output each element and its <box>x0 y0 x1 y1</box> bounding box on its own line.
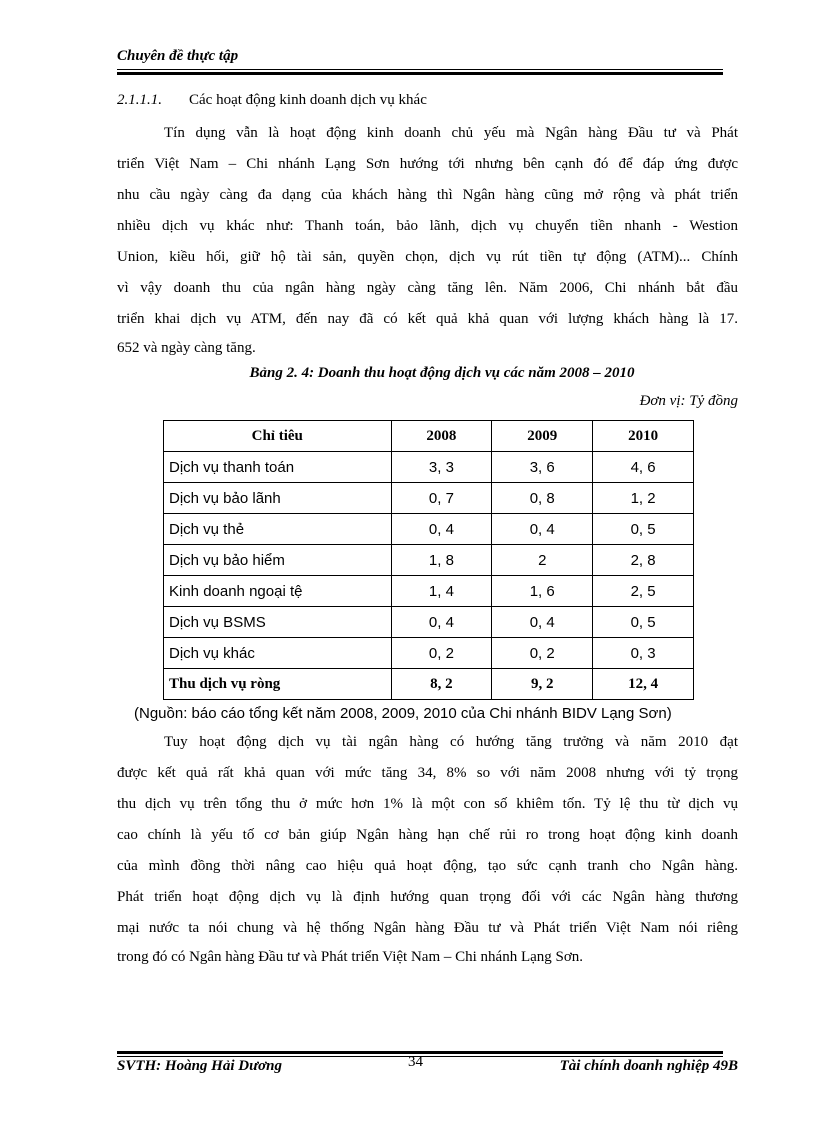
footer-author: SVTH: Hoàng Hải Dương <box>117 1058 282 1074</box>
table-cell-value: 0, 4 <box>492 514 593 545</box>
table-unit: Đơn vị: Tỷ đồng <box>639 393 738 409</box>
section-number: 2.1.1.1. <box>117 92 162 108</box>
table-cell-value: 1, 4 <box>391 576 492 607</box>
table-cell-value: 0, 3 <box>593 638 694 669</box>
table-cell-label: Kinh doanh ngoại tệ <box>164 576 392 607</box>
paragraph-2-line: mại nước ta nói chung và hệ thống Ngân hàng Đầu tư và Phát triển Việt Nam nói riêng <box>117 920 738 936</box>
table-cell-label: Dịch vụ bảo lãnh <box>164 483 392 514</box>
paragraph-2-line: Tuy hoạt động dịch vụ tài ngân hàng có hướng tăng trưởng và năm 2010 đạt <box>164 734 738 750</box>
table-cell-value: 0, 2 <box>391 638 492 669</box>
paragraph-2-line: được kết quả rất khả quan với mức tăng 34, 8% so với năm 2008 nhưng với tỷ trọng <box>117 765 738 781</box>
table-cell-value: 0, 8 <box>492 483 593 514</box>
section-heading <box>117 92 427 109</box>
table-cell-value: 2, 5 <box>593 576 694 607</box>
table-total-value: 12, 4 <box>593 669 694 700</box>
footer-class: Tài chính doanh nghiệp 49B <box>559 1058 738 1074</box>
table-total-value: 9, 2 <box>492 669 593 700</box>
table-row <box>164 607 694 638</box>
table-cell-value: 0, 5 <box>593 514 694 545</box>
paragraph-1-line: nhiều dịch vụ khác như: Thanh toán, bảo lãnh, dịch vụ chuyển tiền nhanh - Westion <box>117 218 738 234</box>
table-cell-value: 0, 4 <box>391 607 492 638</box>
table-row <box>164 638 694 669</box>
paragraph-1-line: triển Việt Nam – Chi nhánh Lạng Sơn hướng tới nhưng bên cạnh đó để đáp ứng được <box>117 156 738 172</box>
table-cell-value: 0, 7 <box>391 483 492 514</box>
table-cell-label: Dịch vụ khác <box>164 638 392 669</box>
table-row <box>164 452 694 483</box>
paragraph-1-line: 652 và ngày càng tăng. <box>117 340 256 356</box>
table-row <box>164 483 694 514</box>
paragraph-1-line: vì vậy doanh thu của ngân hàng ngày càng tăng lên. Năm 2006, Chi nhánh bắt đầu <box>117 280 738 296</box>
table-cell-value: 2 <box>492 545 593 576</box>
paragraph-1-line: nhu cầu ngày càng đa dạng của khách hàng thì Ngân hàng cũng mở rộng và phát triển <box>117 187 738 203</box>
table-header-row <box>164 421 694 452</box>
paragraph-2-line: của mình đồng thời nâng cao hiệu quả hoạt động, tạo sức cạnh tranh cho Ngân hàng. <box>117 858 738 874</box>
table-header-cell: Chỉ tiêu <box>164 421 392 452</box>
paragraph-2-line: trong đó có Ngân hàng Đầu tư và Phát triển Việt Nam – Chi nhánh Lạng Sơn. <box>117 949 584 965</box>
table-cell-label: Dịch vụ bảo hiểm <box>164 545 392 576</box>
table-row <box>164 576 694 607</box>
table-total-row <box>164 669 694 700</box>
table-total-label: Thu dịch vụ ròng <box>164 669 392 700</box>
table-header-cell: 2010 <box>593 421 694 452</box>
table-cell-label: Dịch vụ thanh toán <box>164 452 392 483</box>
revenue-table <box>163 420 694 700</box>
table-cell-value: 1, 8 <box>391 545 492 576</box>
section-title: Các hoạt động kinh doanh dịch vụ khác <box>189 92 427 108</box>
table-cell-value: 2, 8 <box>593 545 694 576</box>
table-cell-value: 3, 6 <box>492 452 593 483</box>
table-header-cell: 2008 <box>391 421 492 452</box>
table-cell-value: 0, 2 <box>492 638 593 669</box>
table-cell-value: 4, 6 <box>593 452 694 483</box>
table-cell-value: 1, 6 <box>492 576 593 607</box>
table-cell-label: Dịch vụ BSMS <box>164 607 392 638</box>
page-number: 34 <box>408 1054 423 1070</box>
table-cell-value: 0, 5 <box>593 607 694 638</box>
table-source-note: (Nguồn: báo cáo tổng kết năm 2008, 2009, 2010 của Chi nhánh BIDV Lạng Sơn) <box>134 705 672 722</box>
table-cell-label: Dịch vụ thẻ <box>164 514 392 545</box>
paragraph-2-line: thu dịch vụ trên tổng thu ở mức hơn 1% là một con số khiêm tốn. Tỷ lệ thu từ dịch vụ <box>117 796 738 812</box>
header-rule-thick <box>117 72 723 75</box>
table-total-value: 8, 2 <box>391 669 492 700</box>
table-cell-value: 0, 4 <box>492 607 593 638</box>
table-cell-value: 1, 2 <box>593 483 694 514</box>
paragraph-2-line: Phát triển hoạt động dịch vụ là định hướng quan trọng đối với các Ngân hàng thương <box>117 889 738 905</box>
paragraph-2-line: cao chính là yếu tố cơ bản giúp Ngân hàng hạn chế rủi ro trong hoạt động kinh doanh <box>117 827 738 843</box>
table-cell-value: 3, 3 <box>391 452 492 483</box>
table-header-cell: 2009 <box>492 421 593 452</box>
paragraph-1-line: Tín dụng vẫn là hoạt động kinh doanh chủ yếu mà Ngân hàng Đầu tư và Phát <box>164 125 738 141</box>
table-cell-value: 0, 4 <box>391 514 492 545</box>
table-title: Bảng 2. 4: Doanh thu hoạt động dịch vụ các năm 2008 – 2010 <box>249 365 635 381</box>
paragraph-1-line: triển khai dịch vụ ATM, đến nay đã có kết quả khả quan với lượng khách hàng là 17. <box>117 311 738 327</box>
table-row <box>164 545 694 576</box>
header-rule-thin <box>117 69 723 70</box>
table-row <box>164 514 694 545</box>
paragraph-1-line: Union, kiều hối, giữ hộ tài sản, quyền chọn, dịch vụ rút tiền tự động (ATM)... Chính <box>117 249 738 265</box>
running-header-title: Chuyên đề thực tập <box>117 48 239 64</box>
